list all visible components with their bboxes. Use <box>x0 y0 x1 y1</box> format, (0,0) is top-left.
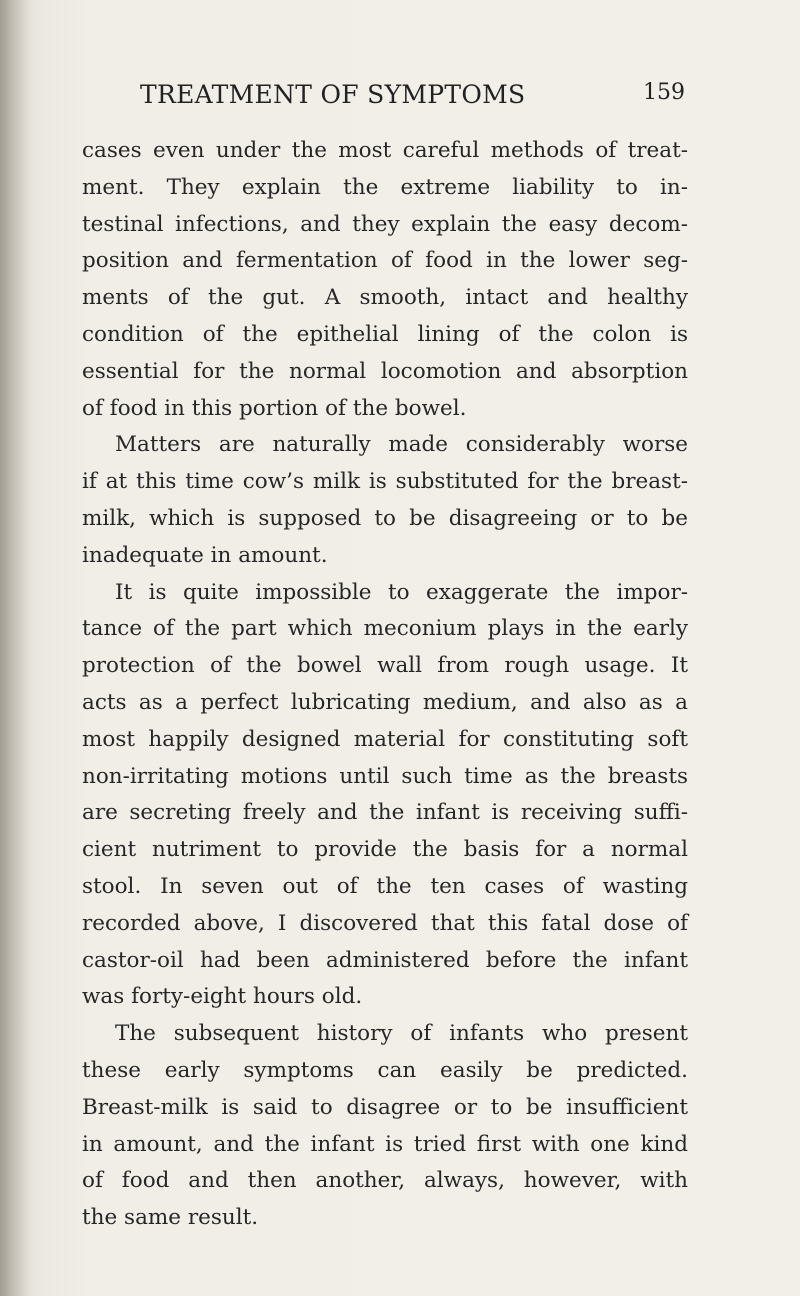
text-line: milk, which is supposed to be disagreeing or to be <box>82 505 688 531</box>
text-line: these early symptoms can easily be predicted. <box>82 1057 688 1083</box>
text-line: ment. They explain the extreme liability to in- <box>82 174 688 200</box>
text-line: the same result. <box>82 1205 259 1231</box>
page-header <box>140 80 685 120</box>
text-line: Matters are naturally made considerably worse <box>115 432 688 458</box>
text-line: was forty-eight hours old. <box>82 984 363 1010</box>
body-text <box>82 133 688 1237</box>
text-line: castor-oil had been administered before the infant <box>82 947 688 973</box>
running-head: TREATMENT OF SYMPTOMS <box>140 80 526 109</box>
text-line: The subsequent history of infants who present <box>115 1021 688 1047</box>
text-line: in amount, and the infant is tried first with one kind <box>82 1131 688 1157</box>
text-line: cient nutriment to provide the basis for a normal <box>82 837 688 863</box>
text-line: cases even under the most careful methods of treat- <box>82 138 688 163</box>
text-line: ments of the gut. A smooth, intact and healthy <box>82 285 688 311</box>
text-line: non-irritating motions until such time as the breasts <box>82 763 688 789</box>
text-line: are secreting freely and the infant is receiving suffi- <box>82 800 688 826</box>
text-line: if at this time cow’s milk is substituted for the breast- <box>82 469 688 495</box>
text-line: most happily designed material for constituting soft <box>82 726 688 752</box>
text-line: condition of the epithelial lining of the colon is <box>82 321 688 347</box>
text-line: tance of the part which meconium plays in the early <box>82 616 688 642</box>
text-line: testinal infections, and they explain the easy decom- <box>82 211 688 237</box>
text-line: recorded above, I discovered that this fatal dose of <box>82 910 688 936</box>
text-line: stool. In seven out of the ten cases of wasting <box>82 873 688 899</box>
text-line: position and fermentation of food in the lower seg- <box>82 248 688 274</box>
page-number: 159 <box>643 80 685 105</box>
text-line: of food and then another, always, however, with <box>82 1168 688 1194</box>
text-line: essential for the normal locomotion and absorption <box>82 358 688 384</box>
text-line: Breast-milk is said to disagree or to be insufficient <box>82 1094 688 1120</box>
text-line: inadequate in amount. <box>82 542 328 568</box>
text-line: It is quite impossible to exaggerate the impor- <box>115 579 688 605</box>
text-line: of food in this portion of the bowel. <box>82 395 467 421</box>
text-line: acts as a perfect lubricating medium, and also as a <box>82 689 688 715</box>
text-line: protection of the bowel wall from rough usage. It <box>82 653 688 679</box>
